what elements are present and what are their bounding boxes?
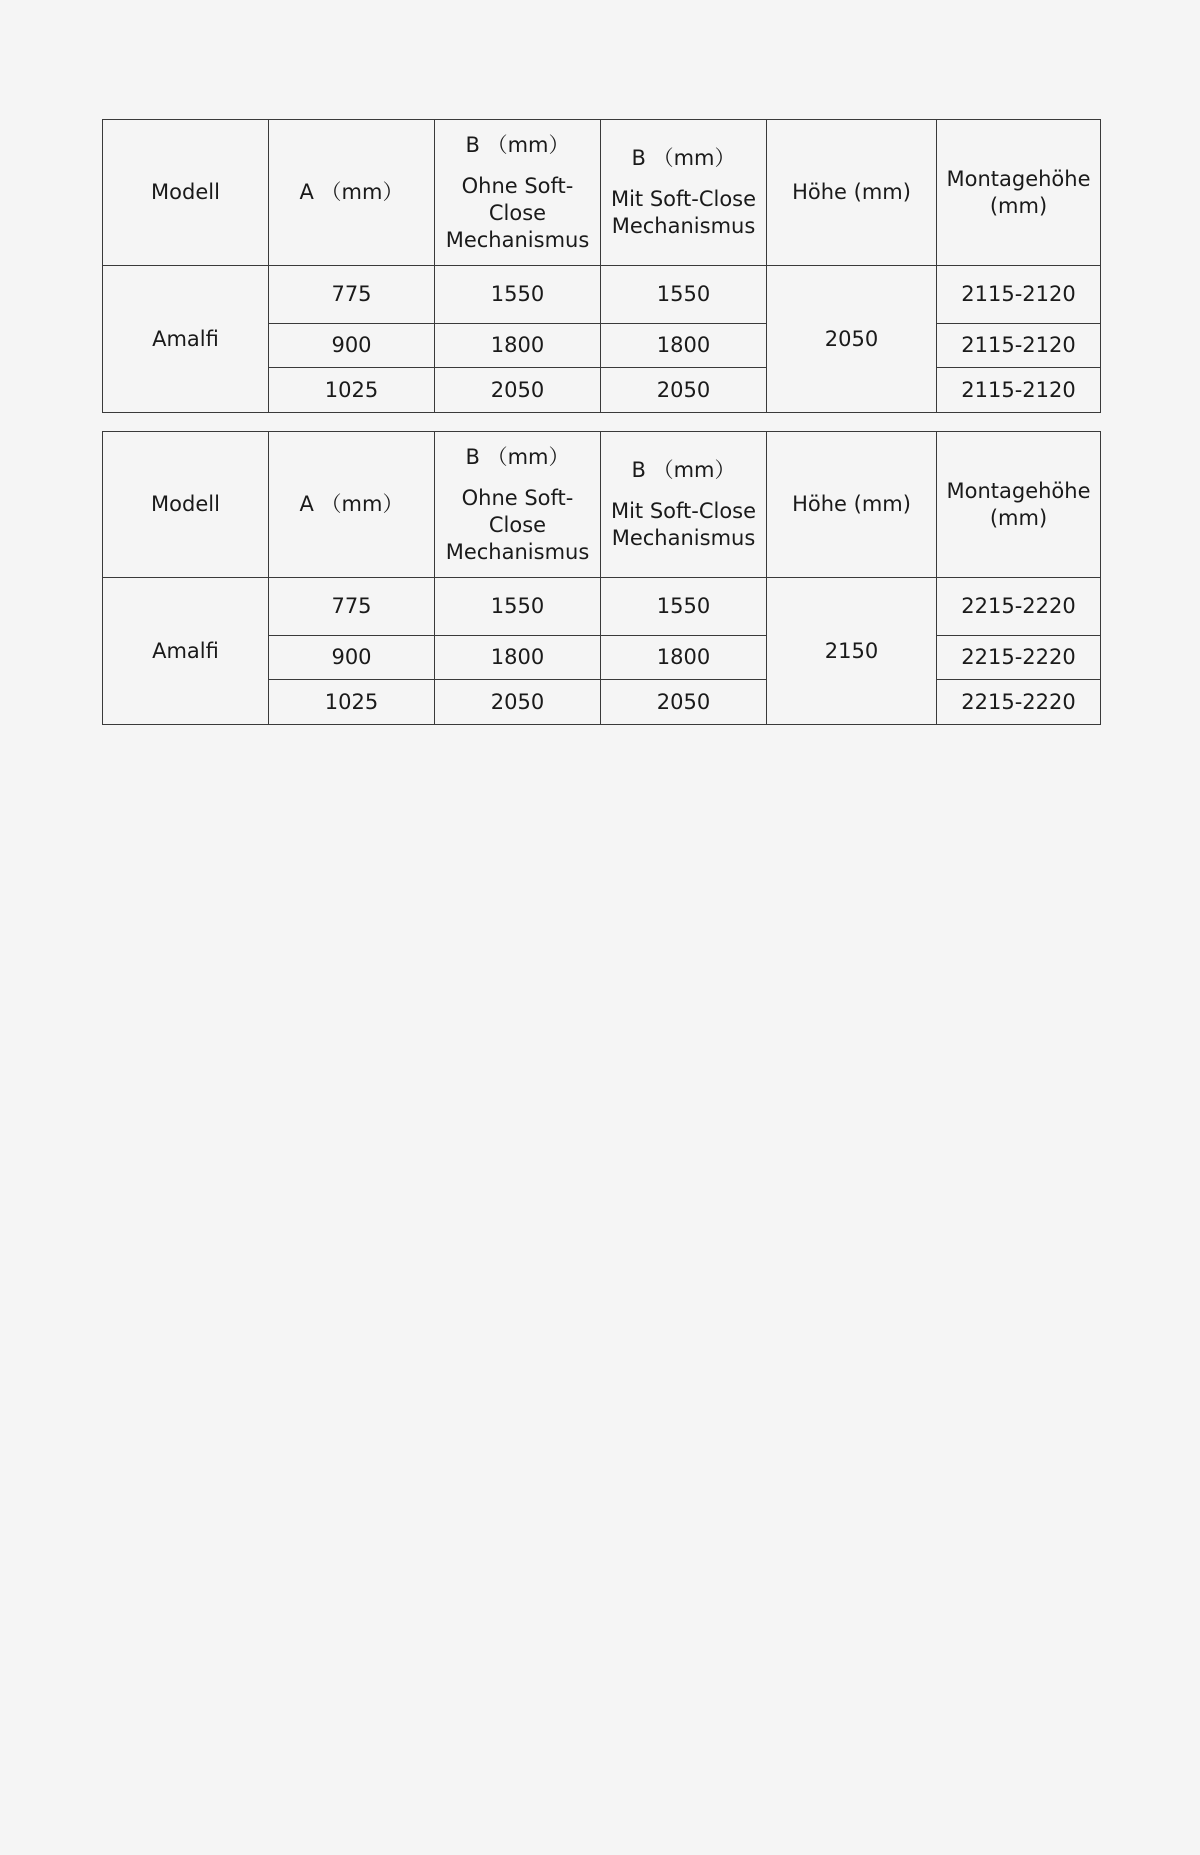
mounting-cell: 2215-2220 <box>937 636 1101 680</box>
header-b-unit: B （mm） <box>465 132 570 157</box>
b-without-cell: 1800 <box>435 636 601 680</box>
header-b-without-soft-close <box>435 432 601 578</box>
header-height: Höhe (mm) <box>767 120 937 266</box>
header-a: A （mm） <box>269 432 435 578</box>
header-row <box>103 432 1101 578</box>
header-model: Modell <box>103 120 269 266</box>
header-b-unit: B （mm） <box>631 458 736 482</box>
height-cell: 2050 <box>767 266 937 413</box>
header-b-unit: B （mm） <box>631 146 736 170</box>
b-with-cell: 1800 <box>601 636 767 680</box>
mounting-cell: 2215-2220 <box>937 680 1101 725</box>
header-b-without-label: Ohne Soft-Close Mechanismus <box>445 485 590 564</box>
a-cell: 1025 <box>269 368 435 413</box>
header-a: A （mm） <box>269 120 435 266</box>
b-without-cell: 2050 <box>435 680 601 725</box>
model-cell: Amalfi <box>103 578 269 725</box>
b-without-cell: 1550 <box>435 578 601 636</box>
mounting-cell: 2115-2120 <box>937 324 1101 368</box>
header-model: Modell <box>103 432 269 578</box>
header-b-with-soft-close <box>601 120 767 266</box>
b-with-cell: 2050 <box>601 680 767 725</box>
header-row <box>103 120 1101 266</box>
b-with-cell: 1800 <box>601 324 767 368</box>
header-b-with-label: Mit Soft-Close Mechanismus <box>610 187 757 238</box>
header-b-with-label: Mit Soft-Close Mechanismus <box>610 499 757 550</box>
header-b-without-soft-close <box>435 120 601 266</box>
header-height: Höhe (mm) <box>767 432 937 578</box>
header-b-with-soft-close <box>601 432 767 578</box>
b-without-cell: 1550 <box>435 266 601 324</box>
mounting-cell: 2115-2120 <box>937 368 1101 413</box>
a-cell: 775 <box>269 578 435 636</box>
b-with-cell: 1550 <box>601 266 767 324</box>
a-cell: 900 <box>269 636 435 680</box>
height-cell: 2150 <box>767 578 937 725</box>
a-cell: 1025 <box>269 680 435 725</box>
b-without-cell: 1800 <box>435 324 601 368</box>
model-cell: Amalfi <box>103 266 269 413</box>
a-cell: 775 <box>269 266 435 324</box>
header-mounting-height: Montagehöhe (mm) <box>937 432 1101 578</box>
table-row <box>103 578 1101 636</box>
header-mounting-height: Montagehöhe (mm) <box>937 120 1101 266</box>
spec-table-1 <box>102 119 1101 413</box>
header-b-unit: B （mm） <box>465 444 570 469</box>
b-with-cell: 2050 <box>601 368 767 413</box>
table-row <box>103 266 1101 324</box>
b-without-cell: 2050 <box>435 368 601 413</box>
header-b-without-label: Ohne Soft-Close Mechanismus <box>445 173 590 252</box>
spec-table-2 <box>102 431 1101 725</box>
mounting-cell: 2115-2120 <box>937 266 1101 324</box>
b-with-cell: 1550 <box>601 578 767 636</box>
a-cell: 900 <box>269 324 435 368</box>
mounting-cell: 2215-2220 <box>937 578 1101 636</box>
